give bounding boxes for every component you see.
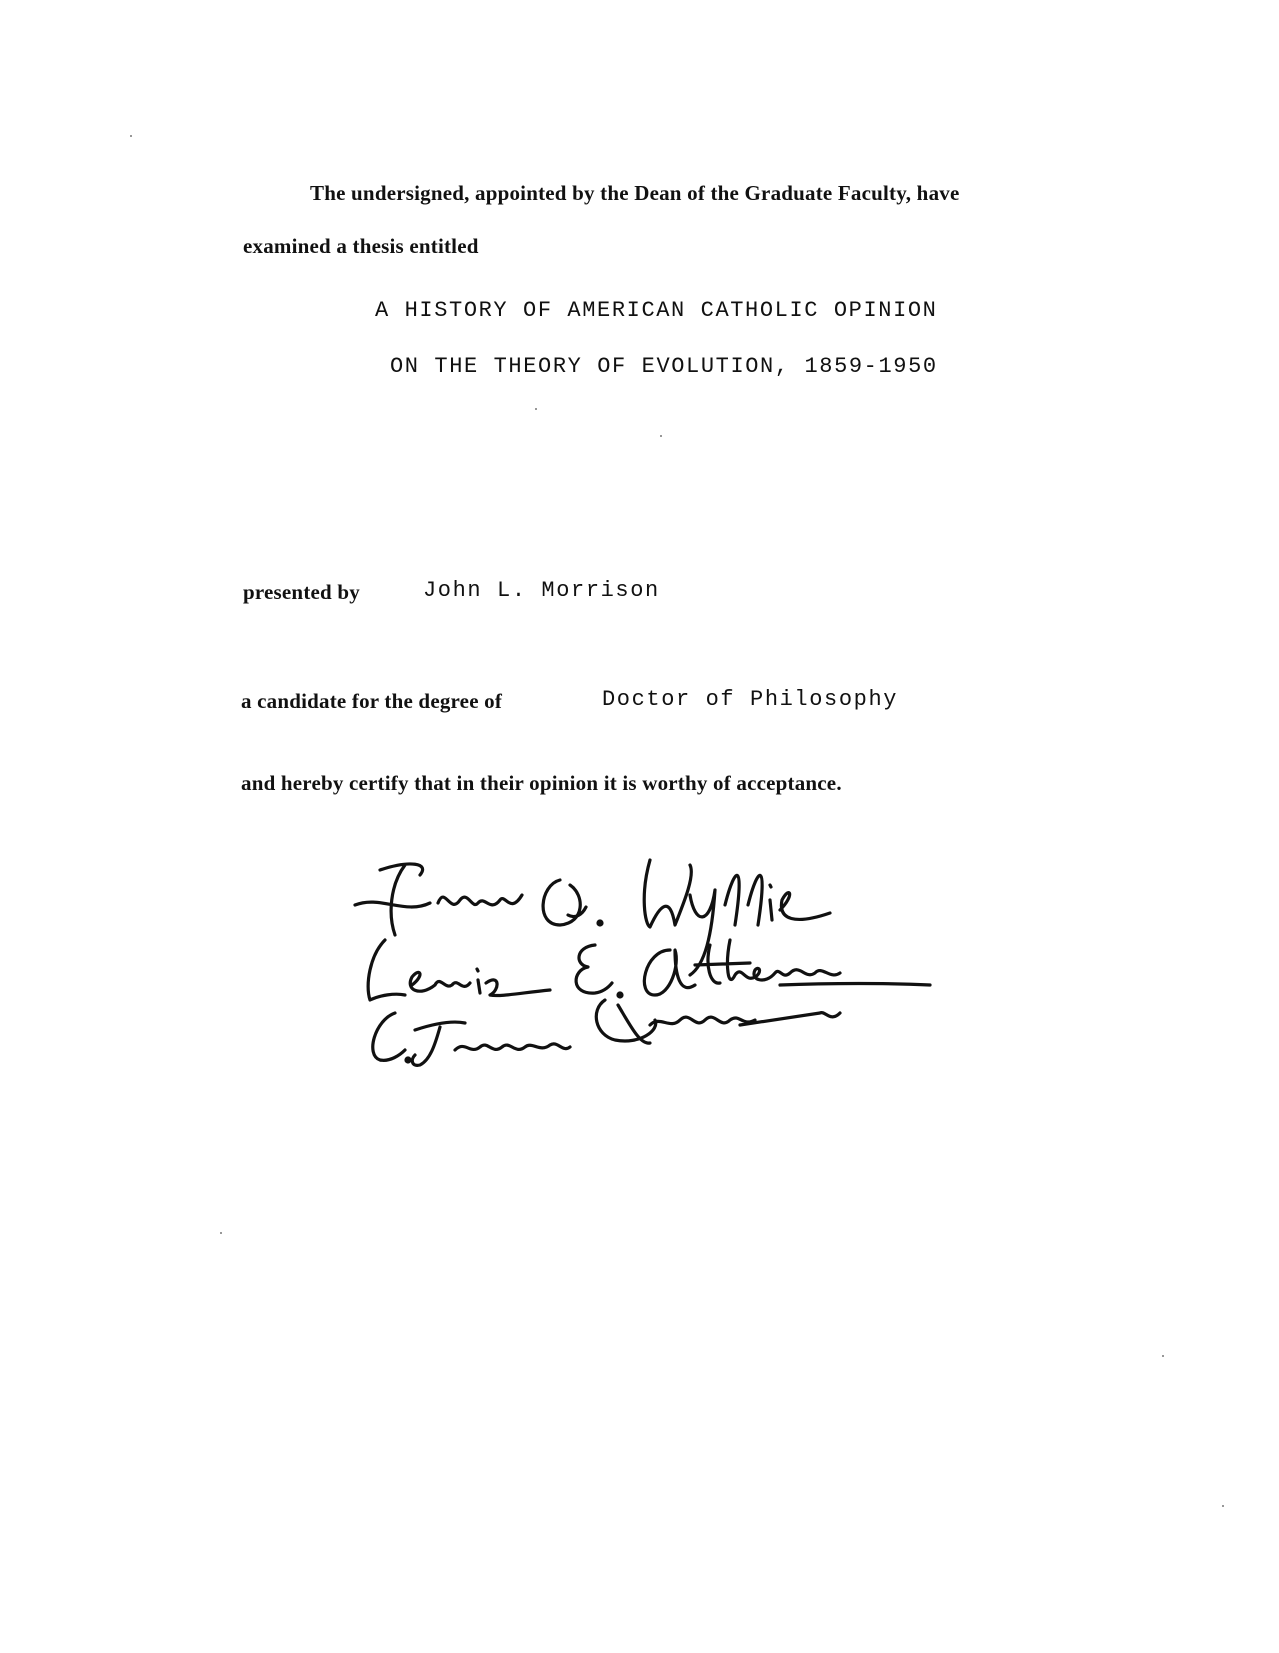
thesis-title-line-1: A HISTORY OF AMERICAN CATHOLIC OPINION <box>375 298 938 323</box>
candidate-label: a candidate for the degree of <box>241 689 503 713</box>
scan-speck <box>535 408 537 410</box>
signature-1 <box>355 860 830 975</box>
scan-speck <box>660 435 662 437</box>
scan-speck <box>1162 1355 1164 1357</box>
certify-line: and hereby certify that in their opinion it is worthy of acceptance. <box>241 771 842 795</box>
signature-2 <box>368 940 930 1000</box>
signature-3 <box>373 1000 840 1065</box>
presenter-name: John L. Morrison <box>423 578 660 603</box>
scan-speck <box>1222 1505 1224 1507</box>
degree-name: Doctor of Philosophy <box>602 687 899 712</box>
scan-speck <box>220 1232 222 1234</box>
intro-line-1: The undersigned, appointed by the Dean of the Graduate Faculty, have <box>310 181 960 205</box>
scan-speck <box>130 135 132 137</box>
signatures-block <box>350 855 990 1075</box>
presented-by-label: presented by <box>243 580 360 604</box>
intro-line-2: examined a thesis entitled <box>243 234 479 258</box>
thesis-title-line-2: ON THE THEORY OF EVOLUTION, 1859-1950 <box>390 354 938 379</box>
